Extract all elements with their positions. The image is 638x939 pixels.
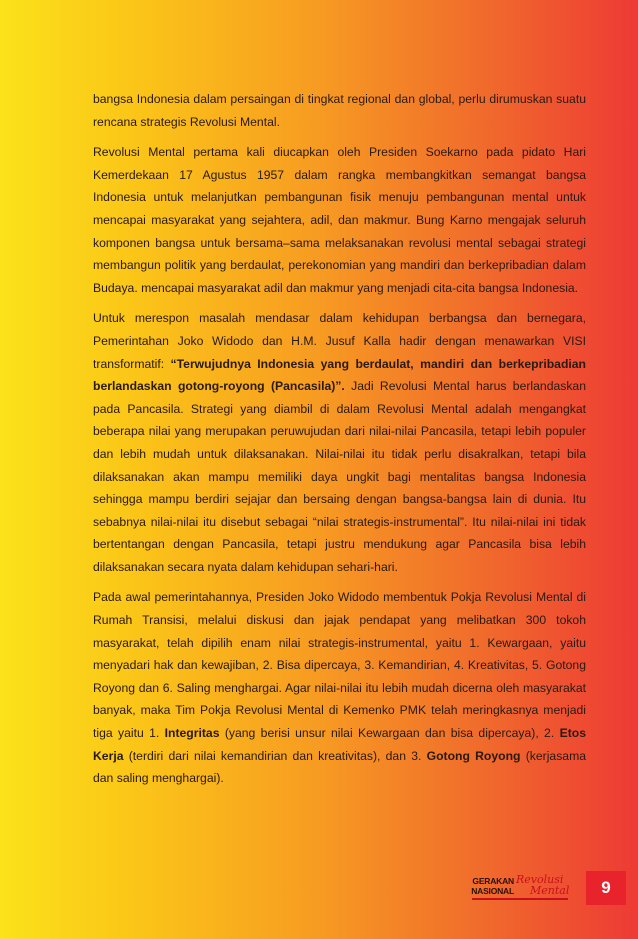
- paragraph-3: [93, 307, 586, 578]
- page-number-box: [586, 871, 626, 905]
- logo-gerakan: GERAKAN: [472, 876, 514, 886]
- paragraph-3-text-cont: Jadi Revolusi Mental harus berlandaskan pada Pancasila. Strategi yang diambil di dalam Revolusi Mental adalah mengangkat beberapa nilai yang merupakan peruwujudan dari nilai-nilai Pancasila, tetapi lebih populer dan lebih mudah untuk dilaksanakan. Nilai-nilai itu tidak perlu disakralkan, tetapi bila dilaksanakan akan mampu memiliki daya ungkit bagi mentalitas bangsa Indonesia sehingga mampu berdiri sejajar dan bersaing dengan bangsa-bangsa lain di dunia. Itu sebabnya nilai-nilai itu disebut sebagai “nilai strategis-instrumental”. Itu nilai-nilai ini tidak bertentangan dengan Pancasila, tetapi justru mendukung agar Pancasila bisa lebih dilaksanakan secara nyata dalam kehidupan sehari-hari.: [93, 379, 586, 574]
- paragraph-4: [93, 586, 586, 789]
- paragraph-3-text: Untuk merespon masalah mendasar dalam kehidupan berbangsa dan bernegara, Pemerintahan Joko Widodo dan H.M. Jusuf Kalla hadir dengan menawarkan VISI transformatif:: [93, 311, 586, 371]
- value-etos-kerja: Etos Kerja: [93, 726, 586, 763]
- paragraph-1: [93, 88, 586, 133]
- logo-revolusi: Revolusi: [516, 873, 564, 886]
- paragraph-2: [93, 141, 586, 299]
- body-text: [93, 88, 586, 798]
- paragraph-2-text: Revolusi Mental pertama kali diucapkan oleh Presiden Soekarno pada pidato Hari Kemerdekaan 17 Agustus 1957 dalam rangka membangkitkan semangat bangsa Indonesia untuk melanjutkan pembangunan fisik menuju pembangunan mental untuk mencapai masyarakat yang sejahtera, adil, dan makmur. Bung Karno mengajak seluruh komponen bangsa untuk bersama–sama melaksanakan revolusi mental sebagai strategi membangun politik yang berdaulat, perekonomian yang mandiri dan berkepribadian dalam Budaya. mencapai masyarakat adil dan makmur yang menjadi cita-cita bangsa Indonesia.: [93, 145, 586, 295]
- logo-mental: Mental: [530, 884, 570, 897]
- logo-text-script: [516, 874, 576, 896]
- value-integritas: Integritas: [164, 726, 220, 741]
- paragraph-4-text-cont3: (kerjasama dan saling menghargai).: [93, 748, 587, 786]
- vision-statement: “Terwujudnya Indonesia yang berdaulat, mandiri dan berkepribadian berlandaskan gotong-royong (Pancasila)”.: [93, 356, 586, 394]
- paragraph-4-text-cont2: (terdiri dari nilai kemandirian dan kreativitas), dan 3.: [123, 748, 427, 763]
- paragraph-4-text: Pada awal pemerintahannya, Presiden Joko Widodo membentuk Pokja Revolusi Mental di Rumah Transisi, melalui diskusi dan jajak pendapat yang melibatkan 300 tokoh masyarakat, telah dipilih enam nilai strategis-instrumental, yaitu 1. Kewargaan, yaitu menyadari hak dan kewajiban, 2. Bisa dipercaya, 3. Kemandirian, 4. Kreativitas, 5. Gotong Royong dan 6. Saling menghargai. Agar nilai-nilai itu lebih mudah dicerna oleh masyarakat banyak, maka Tim Pokja Revolusi Mental di Kemenko PMK telah meringkasnya menjadi tiga yaitu 1.: [93, 590, 586, 741]
- paragraph-1-text: bangsa Indonesia dalam persaingan di tingkat regional dan global, perlu dirumuskan suatu rencana strategis Revolusi Mental.: [93, 92, 586, 129]
- logo-text-left: [470, 876, 514, 896]
- paragraph-4-text-cont: (yang berisi unsur nilai Kewargaan dan bisa dipercaya), 2.: [219, 726, 560, 741]
- logo-nasional: NASIONAL: [471, 886, 514, 896]
- page-number: 9: [601, 878, 611, 897]
- gerakan-revolusi-mental-logo: [470, 874, 570, 900]
- value-gotong-royong: Gotong Royong: [426, 748, 521, 763]
- logo-underline: [472, 898, 568, 900]
